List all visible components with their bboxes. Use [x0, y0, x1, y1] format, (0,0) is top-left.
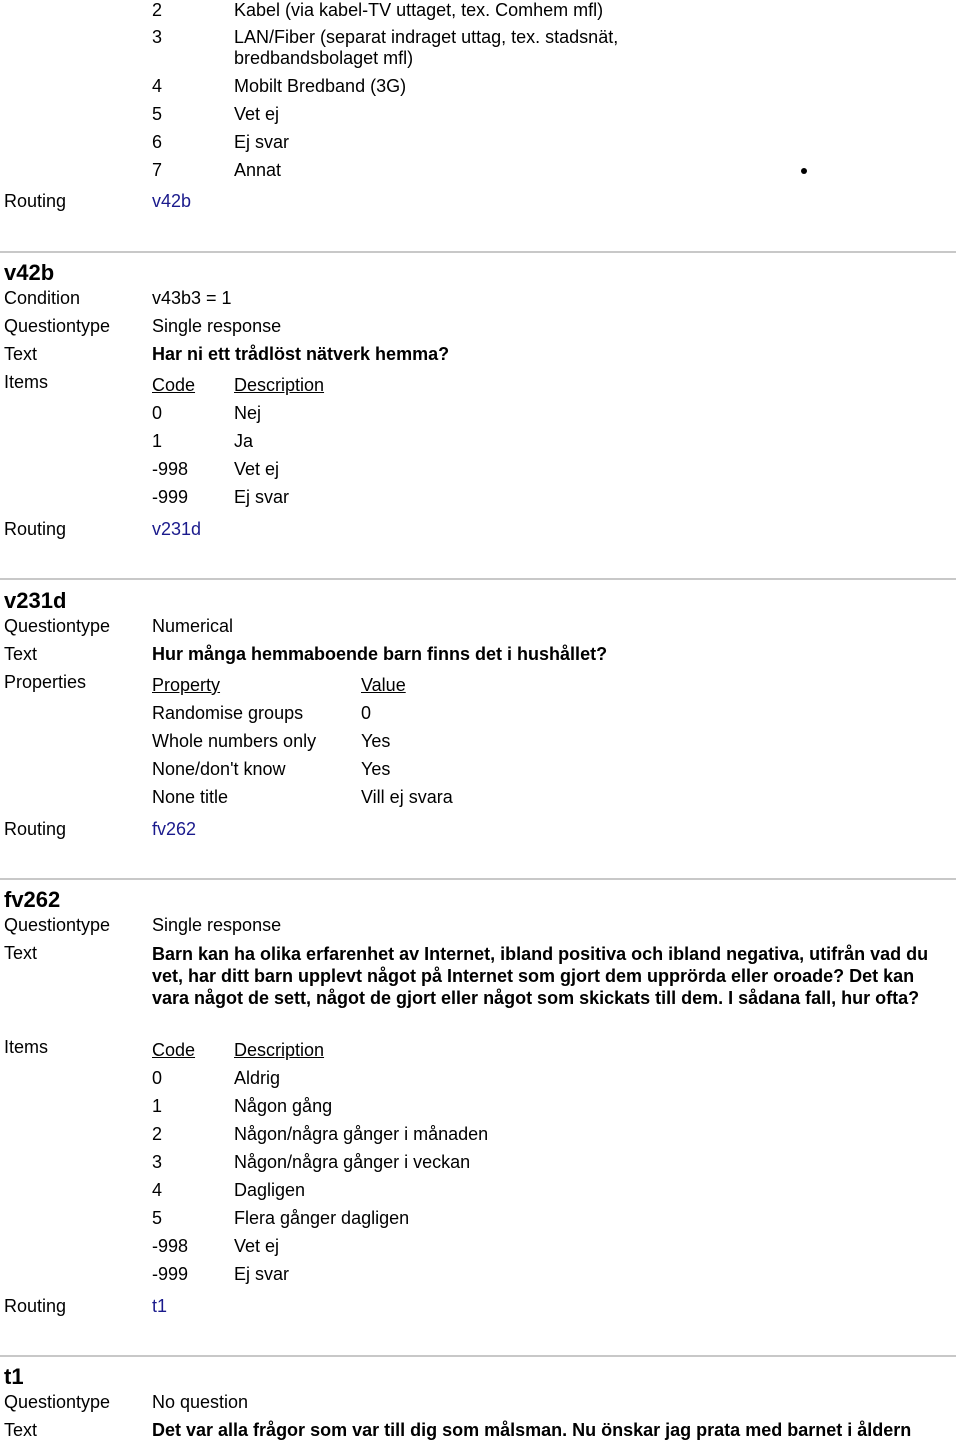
item-code: 6 — [152, 132, 163, 152]
item-code: 1 — [152, 1096, 163, 1116]
item-description: Ej svar — [234, 487, 290, 507]
questiontype-label: Questiontype — [4, 915, 111, 935]
questiontype-value: Single response — [152, 316, 282, 336]
item-code: -998 — [152, 459, 189, 479]
code-header: Code — [152, 375, 196, 395]
questiontype-value: Single response — [152, 915, 282, 935]
item-description: Kabel (via kabel-TV uttaget, tex. Comhem mfl) — [234, 0, 604, 20]
item-description: Flera gånger dagligen — [234, 1208, 410, 1228]
question-text: Det var alla frågor som var till dig som målsman. Nu önskar jag prata med barnet i åldern — [152, 1420, 912, 1440]
item-code: 4 — [152, 76, 163, 96]
item-description: Aldrig — [234, 1068, 281, 1088]
item-code: -999 — [152, 1264, 189, 1284]
properties-label: Properties — [4, 672, 87, 692]
question-title: fv262 — [4, 887, 61, 912]
routing-label: Routing — [4, 191, 67, 211]
item-code: 7 — [152, 160, 163, 180]
item-code: 3 — [152, 27, 163, 47]
item-description: Ja — [234, 431, 254, 451]
item-description: Annat — [234, 160, 282, 180]
item-code: 5 — [152, 104, 163, 124]
item-description: Vet ej — [234, 1236, 280, 1256]
item-code: 2 — [152, 1124, 163, 1144]
item-code: 0 — [152, 403, 163, 423]
question-title: t1 — [4, 1364, 24, 1389]
routing-label: Routing — [4, 819, 67, 839]
value-header: Value — [361, 675, 406, 695]
property-value: 0 — [361, 703, 372, 723]
item-description: Någon gång — [234, 1096, 333, 1116]
item-description: Någon/några gånger i månaden — [234, 1124, 489, 1144]
questiontype-value: Numerical — [152, 616, 234, 636]
routing-label: Routing — [4, 1296, 67, 1316]
property-value: Yes — [361, 731, 391, 751]
item-description: Vet ej — [234, 104, 280, 124]
text-label: Text — [4, 1420, 38, 1440]
item-description: Vet ej — [234, 459, 280, 479]
description-header: Description — [234, 1040, 325, 1060]
routing-link[interactable]: v42b — [152, 191, 192, 211]
text-label: Text — [4, 644, 38, 664]
questiontype-label: Questiontype — [4, 316, 111, 336]
item-code: -998 — [152, 1236, 189, 1256]
item-code: 2 — [152, 0, 163, 20]
item-description: Mobilt Bredband (3G) — [234, 76, 407, 96]
property-name: Whole numbers only — [152, 731, 317, 751]
description-header: Description — [234, 375, 325, 395]
item-code: -999 — [152, 487, 189, 507]
item-description: Nej — [234, 403, 262, 423]
item-code: 4 — [152, 1180, 163, 1200]
item-description: Ej svar — [234, 1264, 290, 1284]
item-code: 1 — [152, 431, 163, 451]
section-divider — [0, 878, 956, 880]
section-divider — [0, 251, 956, 253]
property-value: Vill ej svara — [361, 787, 453, 807]
item-description: LAN/Fiber (separat indraget uttag, tex. stadsnät, bredbandsbolaget mfl) — [234, 27, 619, 68]
condition-value: v43b3 = 1 — [152, 288, 232, 308]
code-header: Code — [152, 1040, 196, 1060]
routing-label: Routing — [4, 519, 67, 539]
item-description: Dagligen — [234, 1180, 306, 1200]
questiontype-label: Questiontype — [4, 1392, 111, 1412]
item-code: 0 — [152, 1068, 163, 1088]
section-divider — [0, 578, 956, 580]
condition-label: Condition — [4, 288, 81, 308]
routing-link[interactable]: t1 — [152, 1296, 168, 1316]
question-title: v231d — [4, 588, 67, 613]
section-divider — [0, 1355, 956, 1357]
item-description: Någon/några gånger i veckan — [234, 1152, 471, 1172]
text-label: Text — [4, 344, 38, 364]
property-name: Randomise groups — [152, 703, 304, 723]
routing-link[interactable]: v231d — [152, 519, 202, 539]
property-name: None/don't know — [152, 759, 286, 779]
text-label: Text — [4, 943, 38, 963]
routing-link[interactable]: fv262 — [152, 819, 197, 839]
items-label: Items — [4, 1037, 49, 1057]
property-header: Property — [152, 675, 221, 695]
question-text: Har ni ett trådlöst nätverk hemma? — [152, 344, 450, 364]
question-text: Barn kan ha olika erfarenhet av Internet, ibland positiva och ibland negativa, utifrån vad du vet, har ditt barn upplevt något på Internet som gjort dem upprörda eller oroade? Det kan vara något de sett, något de gjort eller något som skickats till dem. I sådana fall, hur ofta? — [152, 944, 929, 1008]
items-label: Items — [4, 372, 49, 392]
questiontype-value: No question — [152, 1392, 249, 1412]
bullet-icon — [801, 168, 807, 174]
item-description: Ej svar — [234, 132, 290, 152]
item-code: 3 — [152, 1152, 163, 1172]
property-value: Yes — [361, 759, 391, 779]
question-text: Hur många hemmaboende barn finns det i hushållet? — [152, 644, 608, 664]
question-title: v42b — [4, 260, 55, 285]
property-name: None title — [152, 787, 229, 807]
questiontype-label: Questiontype — [4, 616, 111, 636]
item-code: 5 — [152, 1208, 163, 1228]
